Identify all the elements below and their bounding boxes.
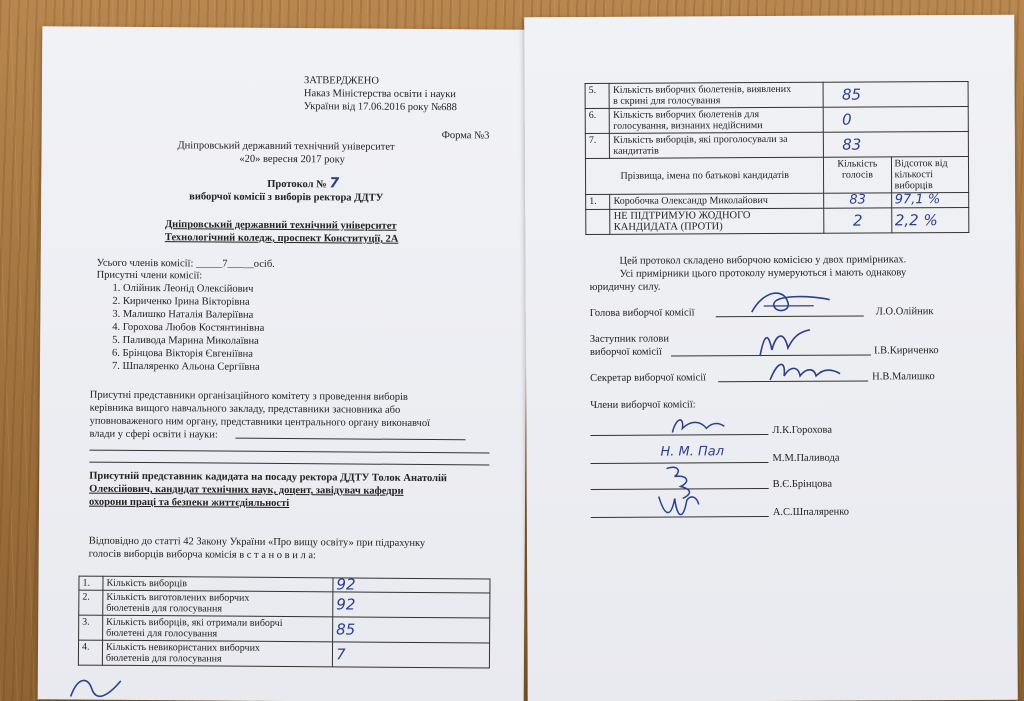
reps-line-3: уповноваженого ним органу, представники центрального органу виконавчої xyxy=(89,415,431,430)
row-value: 0 xyxy=(824,106,969,132)
copies-line-1: Цей протокол складено виборчою комісією у двох примірниках. xyxy=(619,254,907,267)
protocol-page-right xyxy=(524,15,1018,701)
deputy-name: І.В.Кириченко xyxy=(873,345,939,357)
row-label xyxy=(610,132,824,158)
member-name-4: А.С.Шпаляренко xyxy=(772,506,850,518)
institution-line-2: Технологічний коледж, проспект Конституції, 2А xyxy=(164,232,399,245)
member-name-1: Л.К.Горохова xyxy=(772,424,832,436)
deputy-label-1: Заступник голови xyxy=(589,333,670,345)
member-name-3: В.Є.Брінцова xyxy=(772,478,833,490)
member-name-2: М.М.Паливода xyxy=(772,452,840,464)
row-label xyxy=(103,615,333,642)
row-label xyxy=(103,590,333,617)
members-total-suffix: _____осіб. xyxy=(227,258,275,270)
header-votes-line: голосів xyxy=(842,169,873,181)
member-7: 7. Шпаляренко Альона Сергіївна xyxy=(111,360,260,373)
row-label xyxy=(610,107,824,133)
table-row xyxy=(585,131,968,158)
present-members-label: Присутні члени комісії: xyxy=(96,269,203,282)
decision-line-1: Відповідно до статті 42 Закону України «Про вищу освіту» при підрахунку xyxy=(88,535,426,549)
results-table-left xyxy=(78,576,491,669)
candidate-rep-line-2: Олексійович, кандидат технічних наук, доцент, завідувач кафедри xyxy=(89,483,404,497)
member-4: 4. Горохова Любов Костянтинівна xyxy=(112,321,265,334)
secretary-signature-icon xyxy=(764,356,844,386)
table-row xyxy=(79,615,490,643)
protocol-title xyxy=(267,177,339,192)
approval-line-2: України від 17.06.2016 року №688 xyxy=(303,101,457,114)
row-label-line: бюлетенів для голосування xyxy=(105,652,222,665)
reps-blank-line-2 xyxy=(89,450,489,454)
row-label-line: Кількість виготовлених виборчих xyxy=(106,591,250,604)
protocol-number: 7 xyxy=(329,175,340,192)
header-percent-line: кількості xyxy=(894,169,934,181)
row-value: 85 xyxy=(333,617,490,643)
copies-line-3: юридичну силу. xyxy=(589,281,661,293)
table-row xyxy=(585,106,968,133)
header-votes xyxy=(824,157,891,193)
reps-line-2: керівника вищого навчального закладу, представники засновника або xyxy=(89,402,401,416)
candidate-percent: 97,1 % xyxy=(891,192,969,207)
row-label-line: Кількість виборчих бюлетенів для xyxy=(613,109,760,121)
signature-scribble-icon xyxy=(66,674,126,699)
copies-line-2: Усі примірники цього протоколу нумеруються і мають однакову xyxy=(619,267,907,280)
member-signature-icon xyxy=(653,486,703,526)
row-label-line: бюлетені для голосування xyxy=(106,627,218,640)
row-label-line: Кількість виборців, які отримали виборчі xyxy=(106,616,283,630)
secretary-name: Н.В.Малишко xyxy=(872,371,935,383)
member-2: 2. Кириченко Ірина Вікторівна xyxy=(112,295,250,308)
header-candidate-name: Прізвища, імена по батькові кандидатів xyxy=(585,157,824,194)
row-label-line: голосування, визнаних недійсними xyxy=(613,120,763,132)
decision-line-2: голосів виборців виборча комісія в с т а н о в и л а: xyxy=(88,548,317,562)
candidate-votes: 2 xyxy=(824,208,891,233)
candidate-rep-line-3: охорони праці та безпеки життєдіяльності xyxy=(88,496,290,510)
candidate-name-line: НЕ ПІДТРИМУЮ ЖОДНОГО xyxy=(613,210,751,222)
header-percent xyxy=(891,156,969,192)
row-number xyxy=(586,209,611,234)
member-1: 1. Олійник Леонід Олексійович xyxy=(112,282,254,295)
row-value: 92 xyxy=(333,592,490,618)
row-label xyxy=(609,82,823,108)
members-total-value: 7 xyxy=(222,258,228,270)
candidate-percent: 2,2 % xyxy=(891,207,969,232)
member-signature-icon xyxy=(666,412,726,438)
row-number: 5. xyxy=(585,83,610,108)
chair-name: Л.О.Олійник xyxy=(875,306,934,318)
form-number: Форма №3 xyxy=(441,130,490,142)
member-6: 6. Брінцова Вікторія Євгеніївна xyxy=(112,347,254,360)
member-5: 5. Паливода Марина Миколаївна xyxy=(112,334,259,347)
approval-title: ЗАТВЕРДЖЕНО xyxy=(303,75,379,87)
row-value: 92 xyxy=(333,578,490,593)
reps-blank-line-3 xyxy=(89,462,489,466)
row-number: 4. xyxy=(78,640,102,665)
protocol-page-left xyxy=(38,26,529,701)
reps-line-1: Присутні представники організаційного комітету з проведення виборів xyxy=(89,389,408,403)
row-label-line: кандитатів xyxy=(613,145,659,157)
institution-line-1: Дніпровський державний технічний університет xyxy=(164,219,397,232)
row-number: 7. xyxy=(585,133,610,158)
members-total-prefix: Усього членів комісії: _____ xyxy=(96,257,223,270)
protocol-subtitle: виборчої комісії з виборів ректора ДДТУ xyxy=(189,191,384,204)
row-number: 6. xyxy=(585,108,610,133)
candidate-name: Коробочка Олександр Миколайович xyxy=(610,193,824,209)
results-table-right xyxy=(585,81,970,235)
reps-line-4: влади у сфері освіти і науки: xyxy=(89,428,218,441)
row-label-line: Кількість невикористаних виборчих xyxy=(105,641,260,654)
row-value: 83 xyxy=(824,131,969,157)
row-number: 1. xyxy=(79,576,103,590)
row-label-line: Кількість виборців, які проголосували за xyxy=(613,133,788,146)
chair-signature-icon xyxy=(744,286,834,318)
table-row xyxy=(78,640,489,668)
row-label-line: Кількість виборчих бюлетенів, виявлених xyxy=(613,83,792,96)
reps-blank-line-1 xyxy=(235,438,465,441)
protocol-title-text: Протокол № xyxy=(267,178,327,191)
row-label xyxy=(102,640,332,667)
header-votes-line: Кількість xyxy=(837,158,878,170)
university-name: Дніпровський державний технічний університет xyxy=(177,140,395,153)
row-label-line: бюлетенів для голосування xyxy=(106,602,223,615)
members-label: Члени виборчої комісії: xyxy=(590,399,696,411)
row-number: 1. xyxy=(586,194,611,209)
candidate-name xyxy=(610,208,824,234)
member-3: 3. Малишко Наталія Валеріївна xyxy=(112,308,254,321)
approval-line-1: Наказ Міністерства освіти і науки xyxy=(303,88,456,101)
member-handwritten-signature: Н. М. Пал xyxy=(660,444,725,460)
deputy-label-2: виборчої комісії xyxy=(589,346,662,358)
row-value: 7 xyxy=(332,642,489,668)
row-label-line: Кількість виборців xyxy=(106,577,188,590)
candidate-votes: 83 xyxy=(824,193,891,208)
candidates-header-row xyxy=(585,156,968,194)
candidate-name-line: КАНДИДАТА (ПРОТИ) xyxy=(613,221,723,233)
table-row xyxy=(585,81,968,108)
protocol-date: «20» вересня 2017 року xyxy=(239,153,345,166)
candidate-row xyxy=(586,192,969,209)
candidate-row xyxy=(586,207,969,234)
row-number: 2. xyxy=(79,590,103,615)
table-row xyxy=(79,590,490,618)
candidate-rep-text-1: Присутній представник кадидата на посаду ректора ДДТУ Толок Анатолій xyxy=(89,470,448,485)
secretary-label: Секретар виборчої комісії xyxy=(590,372,707,384)
header-percent-line: виборців xyxy=(894,180,933,192)
row-number: 3. xyxy=(79,615,103,640)
header-percent-line: Відсоток від xyxy=(894,158,948,170)
row-value: 85 xyxy=(823,81,968,107)
row-label-line: в скрині для голосування xyxy=(613,95,721,107)
chair-label: Голова виборчої комісії xyxy=(589,307,695,319)
